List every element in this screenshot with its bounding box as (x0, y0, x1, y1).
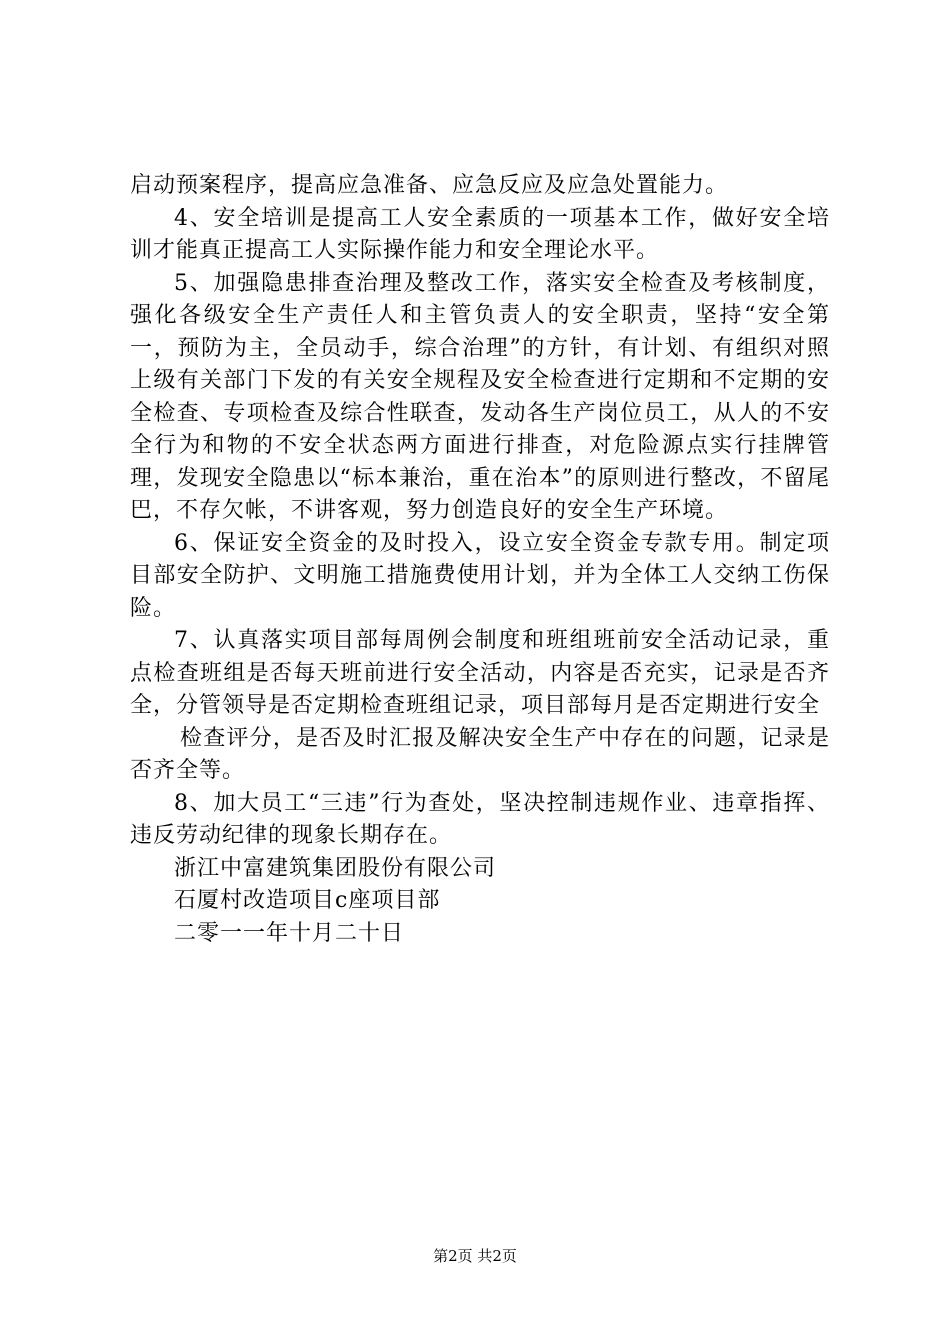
signature-company: 浙江中富建筑集团股份有限公司 (174, 855, 497, 881)
paragraph-item-6: 6、保证安全资金的及时投入，设立安全资金专款专用。制定项目部安全防护、文明施工措施费使用计划，并为全体工人交纳工伤保险。 (130, 530, 830, 621)
paragraph-item-7: 7、认真落实项目部每周例会制度和班组班前安全活动记录，重点检查班组是否每天班前进行安全活动，内容是否充实，记录是否齐全，分管领导是否定期检查班组记录，项目部每月是否定期进行安全 (130, 628, 830, 718)
signature-date: 二零一一年十月二十日 (174, 920, 405, 946)
paragraph-item-8: 8、加大员工“三违”行为查处，坚决控制违规作业、违章指挥、违反劳动纪律的现象长期存在。 (130, 790, 830, 848)
signature-department: 石厦村改造项目c座项目部 (174, 888, 441, 913)
paragraph-item-7-continued: 检查评分，是否及时汇报及解决安全生产中存在的问题，记录是否齐全等。 (130, 725, 830, 783)
page-number: 第2页 共2页 (433, 1247, 517, 1265)
document-body (130, 170, 830, 950)
paragraph-item-4: 4、安全培训是提高工人安全素质的一项基本工作，做好安全培训才能真正提高工人实际操作能力和安全理论水平。 (130, 205, 830, 263)
paragraph-emergency-continuation: 启动预案程序，提高应急准备、应急反应及应急处置能力。 (130, 173, 729, 198)
paragraph-item-5: 5、加强隐患排查治理及整改工作，落实安全检查及考核制度，强化各级安全生产责任人和主管负责人的安全职责，坚持“安全第一，预防为主，全员动手，综合治理”的方针，有计划、有组织对照上级有关部门下发的有关安全规程及安全检查进行定期和不定期的安全检查、专项检查及综合性联查，发动各生产岗位员工，从人的不安全行为和物的不安全状态两方面进行排查，对危险源点实行挂牌管理，发现安全隐患以“标本兼治，重在治本”的原则进行整改，不留尾巴，不存欠帐，不讲客观，努力创造良好的安全生产环境。 (130, 270, 830, 523)
